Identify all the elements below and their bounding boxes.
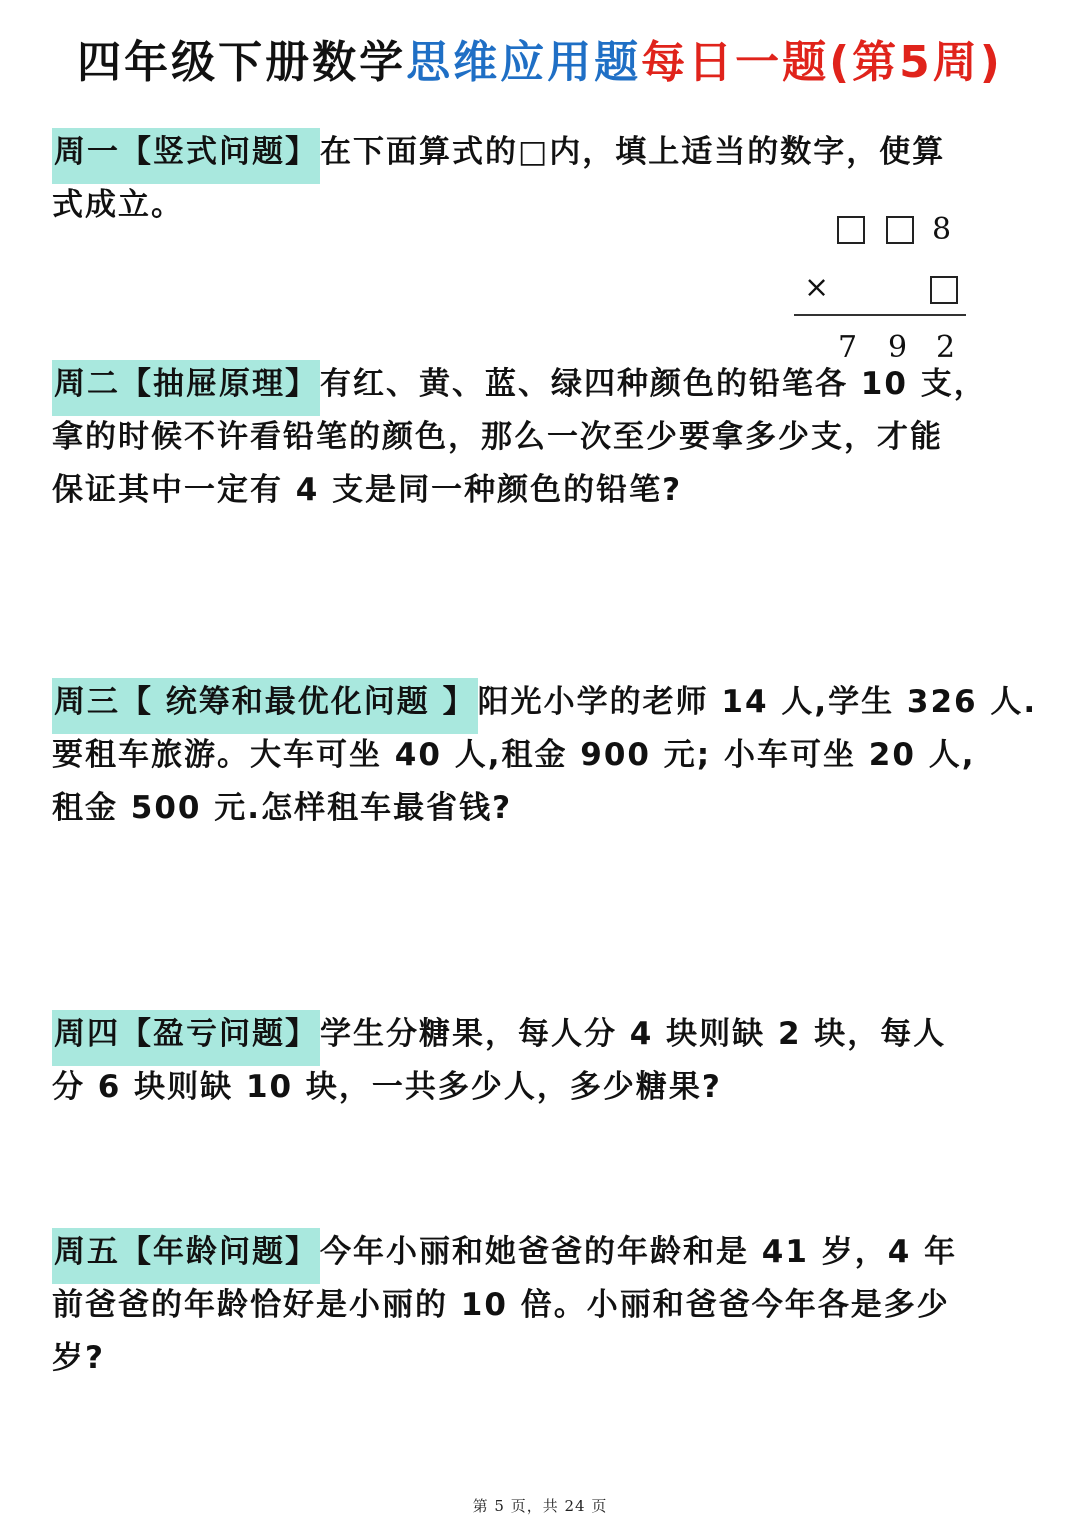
problem-text-line: 分 6 块则缺 10 块，一共多少人，多少糖果? [52, 1069, 722, 1105]
title-part-grade: 四年级下册数学 [77, 37, 407, 88]
problem-thursday [52, 1008, 1032, 1114]
multiply-sign: × [804, 270, 830, 305]
blank-box [930, 276, 958, 304]
result-digit: 7 [838, 330, 858, 365]
problem-label: 周一【竖式问题】 [52, 128, 320, 184]
title-part-topic: 思维应用题 [406, 37, 642, 88]
problem-text-line: 要租车旅游。大车可坐 40 人,租金 900 元; 小车可坐 20 人, [52, 737, 976, 773]
problem-text-line: 式成立。 [52, 187, 184, 223]
problem-text-line: 岁? [52, 1340, 105, 1376]
calc-divider-line [794, 314, 966, 316]
blank-box [837, 216, 865, 244]
problem-text-line: 在下面算式的□内，填上适当的数字，使算 [320, 134, 946, 170]
top-digit: 8 [932, 212, 952, 247]
problem-text-line: 保证其中一定有 4 支是同一种颜色的铅笔? [52, 472, 683, 508]
problem-text-line: 今年小丽和她爸爸的年龄和是 41 岁，4 年 [320, 1234, 958, 1270]
result-digit: 9 [888, 330, 908, 365]
problem-text-line: 学生分糖果，每人分 4 块则缺 2 块，每人 [320, 1016, 947, 1052]
problem-text-line: 拿的时候不许看铅笔的颜色，那么一次至少要拿多少支，才能 [52, 419, 943, 455]
problem-text-line: 阳光小学的老师 14 人,学生 326 人. [477, 684, 1038, 720]
problem-text-line: 前爸爸的年龄恰好是小丽的 10 倍。小丽和爸爸今年各是多少 [52, 1287, 950, 1323]
problem-label: 周三【 统筹和最优化问题 】 [52, 678, 478, 734]
problem-wednesday [52, 676, 1038, 835]
problem-text-line: 有红、黄、蓝、绿四种颜色的铅笔各 10 支， [320, 366, 987, 402]
result-digit: 2 [936, 330, 956, 365]
problem-label: 周二【抽屉原理】 [52, 360, 320, 416]
vertical-multiplication [790, 208, 970, 368]
problem-text-line: 租金 500 元.怎样租车最省钱? [52, 790, 513, 826]
problem-tuesday [52, 358, 1032, 517]
problem-label: 周四【盈亏问题】 [52, 1010, 320, 1066]
problem-friday [52, 1226, 1032, 1385]
page-title [0, 34, 1080, 92]
page-number: 第 5 页，共 24 页 [472, 1497, 608, 1515]
title-part-daily: 每日一题(第5周) [641, 37, 1003, 88]
blank-box [886, 216, 914, 244]
problem-label: 周五【年龄问题】 [52, 1228, 320, 1284]
